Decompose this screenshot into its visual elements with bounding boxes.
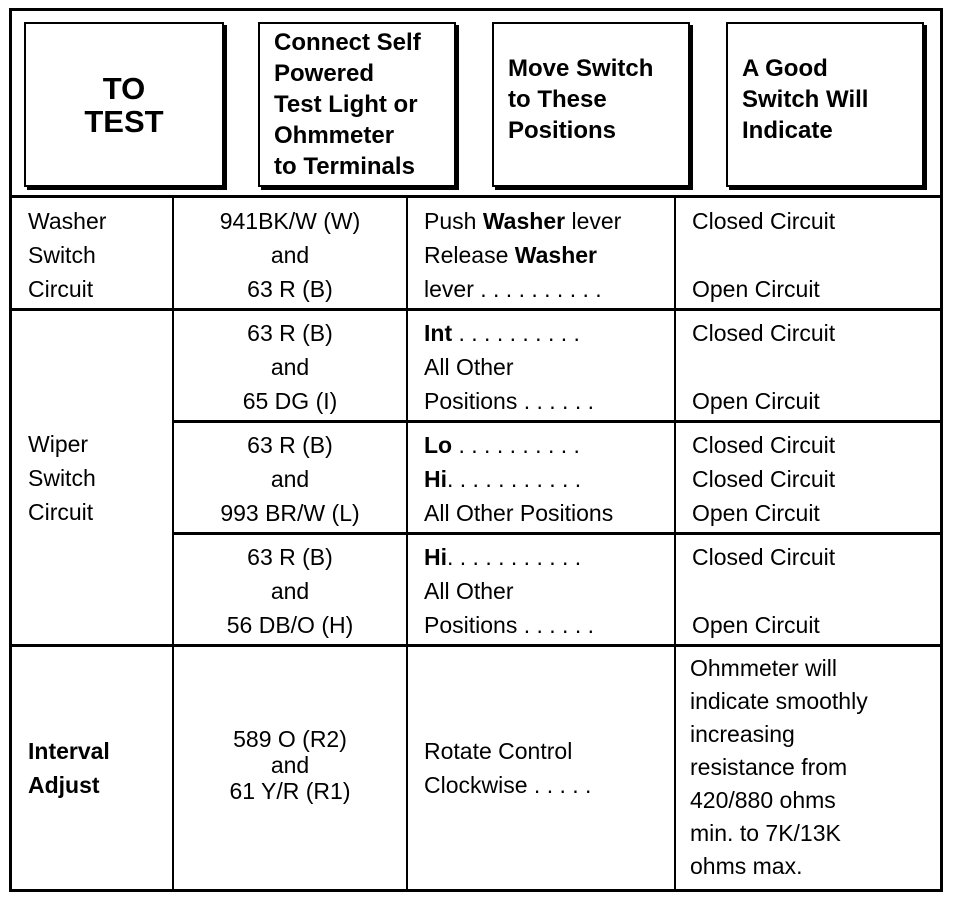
row5-res-l3: increasing [690, 721, 795, 747]
row3-pos-l3: All Other Positions [424, 500, 614, 526]
rule-header [9, 195, 943, 198]
row2-term-l3: 65 DG (I) [242, 388, 338, 414]
wiper-test-l2: Switch [28, 465, 96, 491]
row1-res-l2 [692, 238, 835, 272]
row4-results [692, 540, 835, 642]
row5-pos-l2: Clockwise . . . . . [424, 772, 592, 798]
row3-term-l3: 993 BR/W (L) [220, 500, 360, 526]
header-to-test-line2: TEST [84, 103, 164, 139]
row5-res-l7: ohms max. [690, 853, 803, 879]
rule-row2 [173, 420, 943, 423]
row1-pos-l1 [424, 204, 621, 238]
rule-row3 [173, 532, 943, 535]
rule-col3 [674, 196, 676, 890]
row3-positions [424, 428, 613, 530]
header-connect-line1: Connect Self [274, 29, 421, 56]
row3-pos-l2 [424, 462, 613, 496]
rule-col2 [406, 196, 408, 890]
row5-term-l2: and [270, 752, 310, 778]
header-good-line2: Switch Will [742, 86, 869, 113]
header-connect-line2: Powered [274, 60, 375, 87]
row5-positions [424, 734, 591, 802]
row2-term-l1: 63 R (B) [247, 320, 333, 346]
row5-test-l2: Adjust [28, 772, 100, 798]
row1-pos-l1-bold: Washer [482, 208, 566, 234]
row1-results [692, 204, 835, 306]
rule-row4 [9, 644, 943, 647]
row1-test-l3: Circuit [28, 276, 94, 302]
row2-res-l3: Open Circuit [692, 388, 820, 414]
header-to-test-line1: TO [102, 70, 146, 106]
row3-res-l1: Closed Circuit [692, 432, 836, 458]
row5-terminals [174, 724, 406, 806]
row5-results [690, 652, 868, 883]
row4-term-l3: 56 DB/O (H) [226, 612, 354, 638]
header-connect-line4: Ohmmeter [274, 122, 395, 149]
row5-res-l2: indicate smoothly [690, 688, 868, 714]
row1-pos-l1-text: Push [424, 208, 483, 234]
row1-res-l3: Open Circuit [692, 276, 820, 302]
row5-term-l3: 61 Y/R (R1) [229, 778, 351, 804]
row3-pos-l1-text: . . . . . . . . . . [452, 432, 580, 458]
wiper-test-l3: Circuit [28, 499, 94, 525]
header-to-test [24, 22, 224, 187]
row1-term-l2: and [270, 242, 310, 268]
row1-pos-l2 [424, 238, 621, 272]
row5-test-l1: Interval [28, 738, 110, 764]
header-good-line3: Indicate [742, 117, 833, 144]
row4-res-l3: Open Circuit [692, 612, 820, 638]
header-connect-line3: Test Light or [274, 91, 418, 118]
row4-res-l2 [692, 574, 835, 608]
row3-pos-l1 [424, 428, 613, 462]
wiper-test-l1: Wiper [28, 431, 89, 457]
row2-res-l2 [692, 350, 835, 384]
row5-term-l1: 589 O (R2) [233, 726, 347, 752]
row4-terminals [174, 540, 406, 642]
header-move-line1: Move Switch [508, 55, 654, 82]
row2-res-l1: Closed Circuit [692, 320, 836, 346]
row4-pos-l1 [424, 540, 594, 574]
row1-test-l1: Washer [28, 208, 107, 234]
header-good-line1: A Good [742, 55, 828, 82]
row2-results [692, 316, 835, 418]
row4-pos-l3: Positions . . . . . . [424, 612, 595, 638]
header-connect [258, 22, 456, 187]
row1-test [28, 204, 106, 306]
row5-res-l1: Ohmmeter will [690, 655, 837, 681]
row3-terminals [174, 428, 406, 530]
wiper-test [28, 427, 96, 529]
row4-positions [424, 540, 594, 642]
row5-pos-l1: Rotate Control [424, 738, 573, 764]
header-move-line2: to These [508, 86, 607, 113]
row2-pos-l1-text: . . . . . . . . . . [452, 320, 580, 346]
row1-term-l1: 941BK/W (W) [219, 208, 361, 234]
row5-res-l4: resistance from [690, 754, 848, 780]
row2-terminals [174, 316, 406, 418]
row4-term-l1: 63 R (B) [247, 544, 333, 570]
row3-res-l2: Closed Circuit [692, 466, 836, 492]
row5-res-l6: min. to 7K/13K [690, 820, 841, 846]
header-connect-line5: to Terminals [274, 153, 415, 180]
row3-pos-l1-bold: Lo [424, 432, 453, 458]
row3-res-l3: Open Circuit [692, 500, 820, 526]
row2-term-l2: and [270, 354, 310, 380]
row5-test [28, 734, 110, 802]
row1-pos-l2-text: Release [424, 242, 515, 268]
header-move-line3: Positions [508, 117, 617, 144]
row4-pos-l1-text: . . . . . . . . . . . [447, 544, 582, 570]
row1-terminals [174, 204, 406, 306]
row1-res-l1: Closed Circuit [692, 208, 836, 234]
row1-pos-l1-text2: lever [565, 208, 622, 234]
header-move-switch [492, 22, 690, 187]
header-good-switch [726, 22, 924, 187]
row1-pos-l3: lever . . . . . . . . . . [424, 276, 602, 302]
row2-pos-l2: All Other [424, 354, 514, 380]
row3-term-l2: and [270, 466, 310, 492]
row4-pos-l2: All Other [424, 578, 514, 604]
row4-pos-l1-bold: Hi [424, 544, 447, 570]
row2-pos-l1-bold: Int [424, 320, 453, 346]
row3-results [692, 428, 835, 530]
row1-pos-l2-bold: Washer [514, 242, 598, 268]
row2-pos-l1 [424, 316, 594, 350]
rule-row1 [9, 308, 943, 311]
row3-pos-l2-bold: Hi [424, 466, 447, 492]
row2-pos-l3: Positions . . . . . . [424, 388, 595, 414]
row3-term-l1: 63 R (B) [247, 432, 333, 458]
row3-pos-l2-text: . . . . . . . . . . . [447, 466, 582, 492]
row2-positions [424, 316, 594, 418]
row5-res-l5: 420/880 ohms [690, 787, 836, 813]
row1-term-l3: 63 R (B) [247, 276, 333, 302]
row4-res-l1: Closed Circuit [692, 544, 836, 570]
row4-term-l2: and [270, 578, 310, 604]
row1-positions [424, 204, 621, 306]
row1-test-l2: Switch [28, 242, 96, 268]
